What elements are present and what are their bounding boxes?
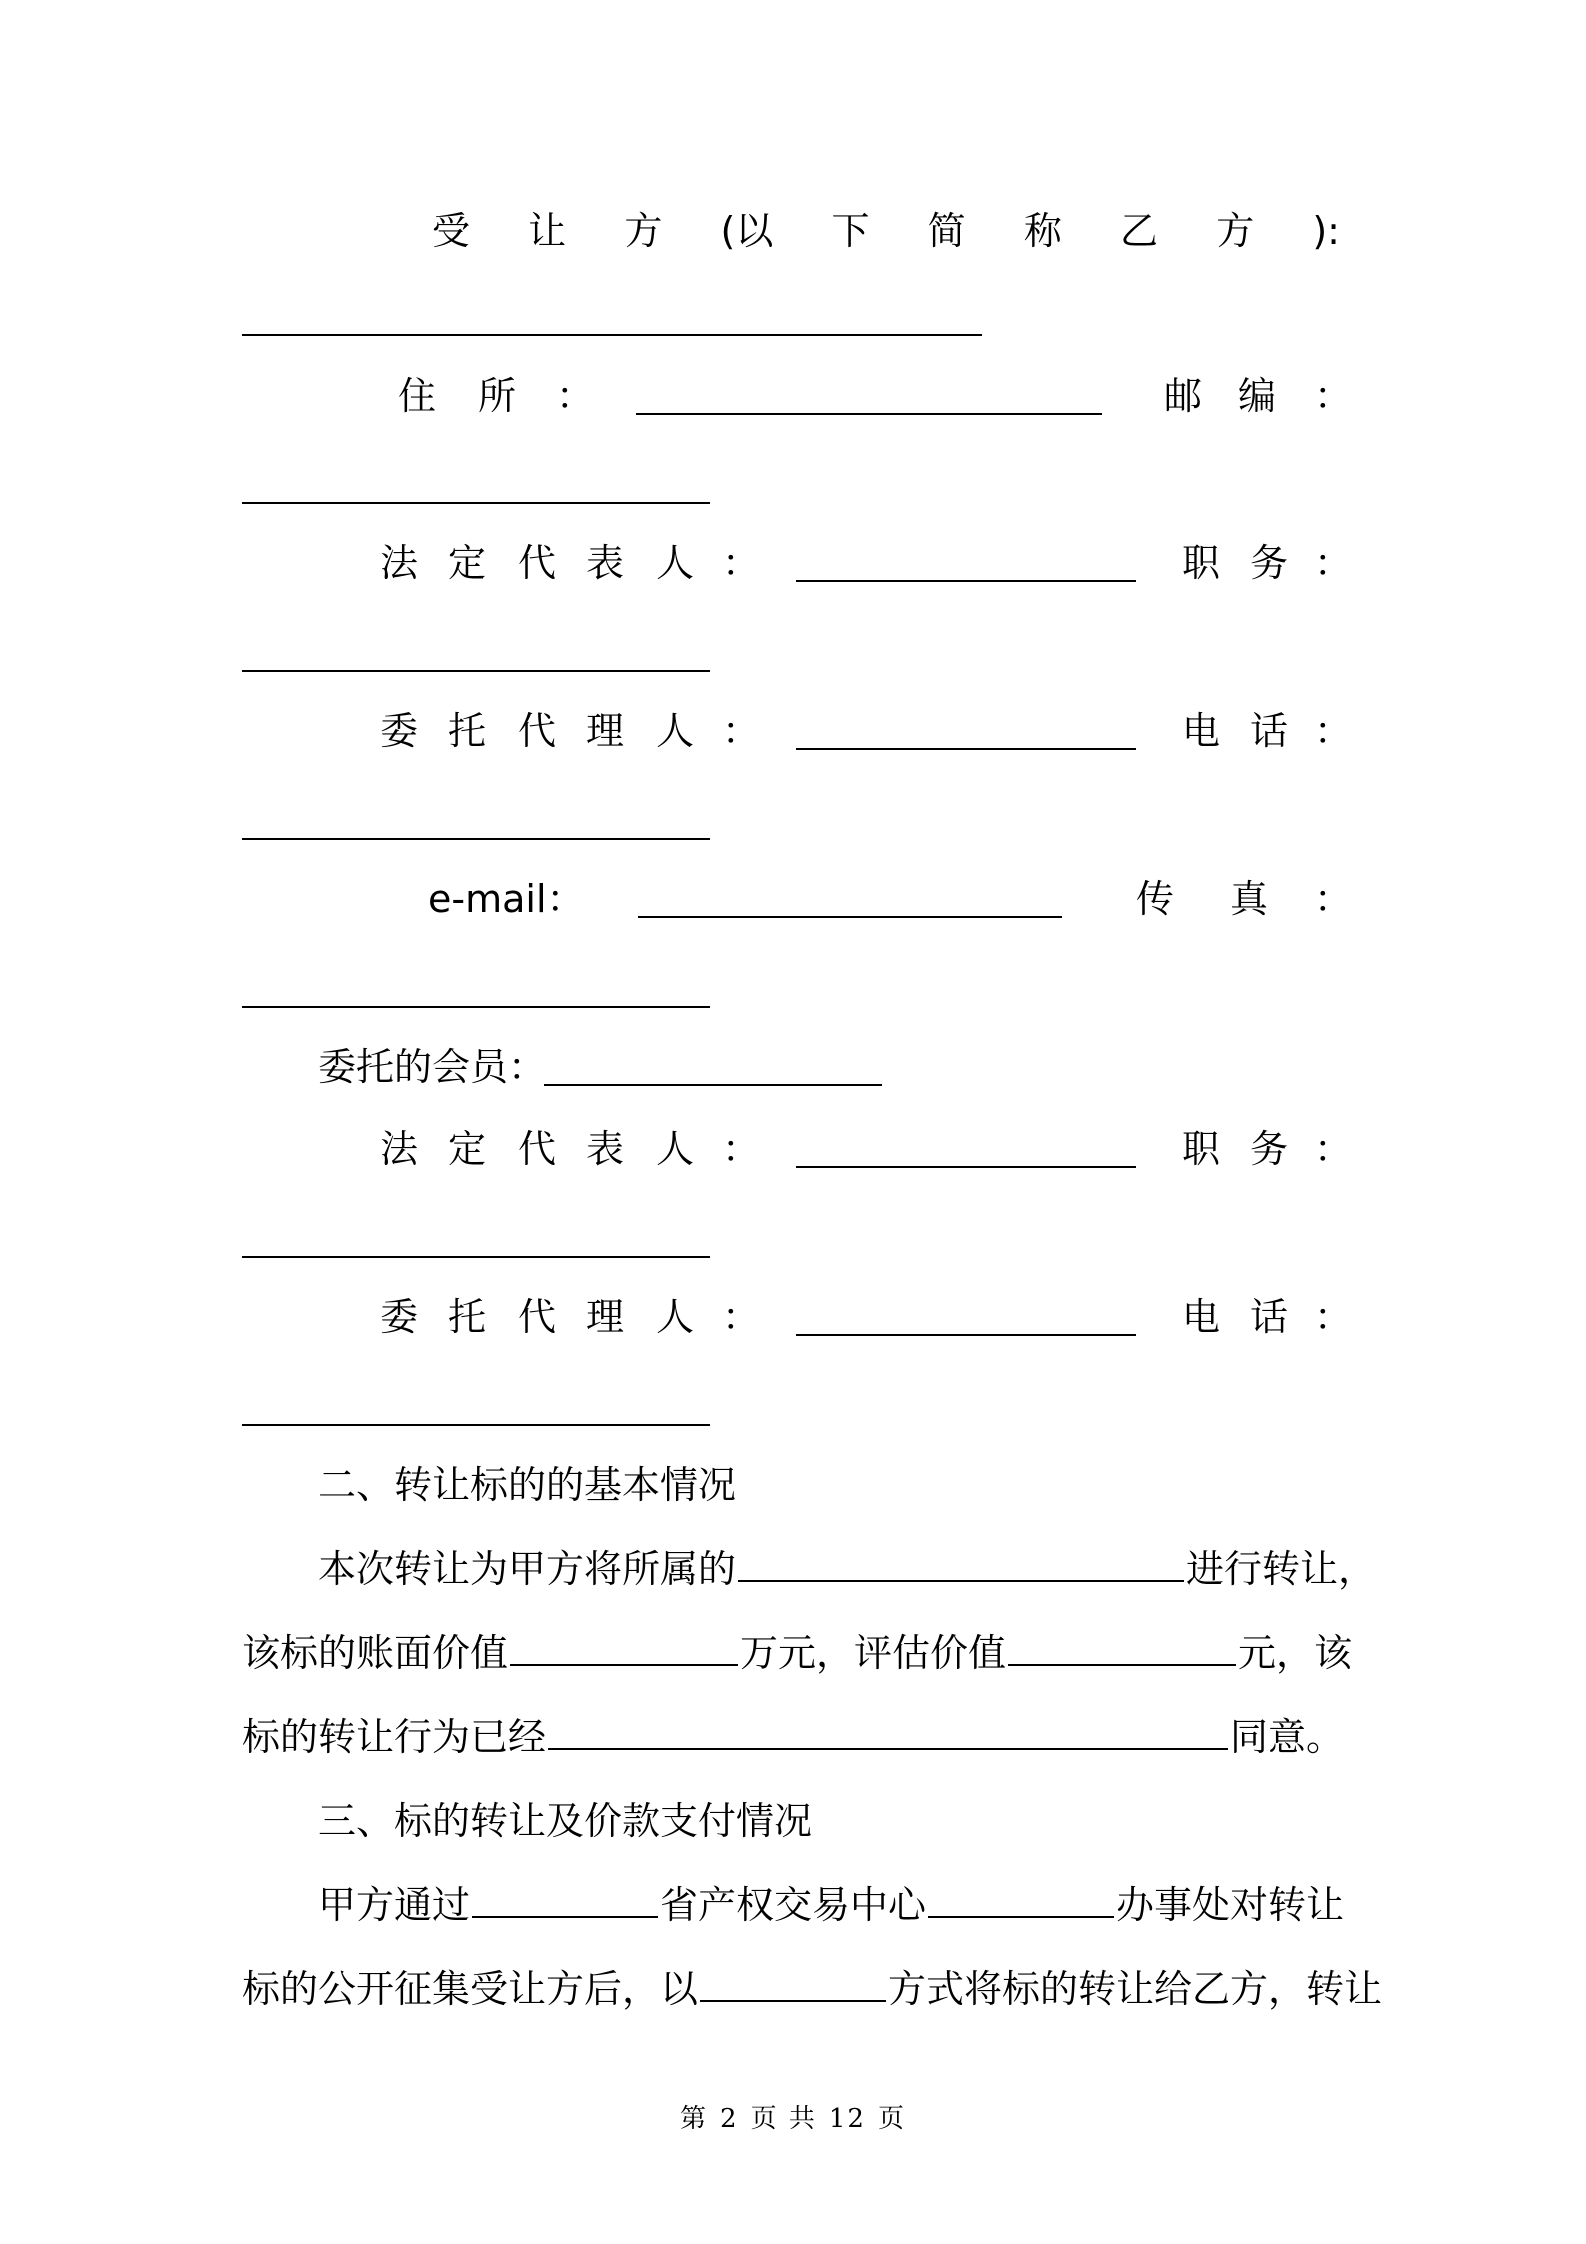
legal-rep-label-char: ： [722,1127,761,1171]
member-agent-row [380,1295,1353,1339]
member-agent-blank[interactable] [796,1334,1136,1336]
section3-text: 方式将标的转让给乙方，转让 [888,1967,1383,2011]
legal-rep-label-char: 表 [586,541,625,585]
fax-label-char: ： [1314,877,1353,921]
section2-text: 该标的账面价值 [242,1631,509,1675]
legal-rep-label-char: 定 [448,1127,487,1171]
legal-rep-label-char: 定 [448,541,487,585]
party-b-char: 方 [1216,209,1255,253]
member-phone-blank[interactable] [242,1424,710,1426]
address-label-char: 住 [398,374,437,418]
section3-heading: 三、标的转让及价款支付情况 [318,1799,813,1843]
book-value-blank[interactable] [510,1662,738,1666]
legal-rep-label-char: 人 [656,1127,695,1171]
section2-heading: 二、转让标的的基本情况 [318,1463,737,1507]
member-legal-rep-blank[interactable] [796,1166,1136,1168]
section3-text: 标的公开征集受让方后，以 [242,1967,699,2011]
legal-rep-label-char: 代 [518,541,557,585]
agent-label-char: ： [722,1295,761,1339]
section3-text: 省产权交易中心 [660,1883,927,1927]
party-b-char: (以 [720,209,774,253]
party-b-char: 简 [927,209,966,253]
agent-row [380,709,1353,753]
page-total: 12 [828,2104,866,2134]
legal-rep-label-char: 法 [380,1127,419,1171]
office-blank[interactable] [928,1914,1114,1918]
address-label-char: ： [556,374,595,418]
party-b-char: 下 [831,209,870,253]
section2-line1 [318,1547,1377,1591]
appraised-value-blank[interactable] [1008,1662,1236,1666]
agent-label-char: 理 [586,709,625,753]
party-b-char: 称 [1023,209,1062,253]
title-label-char: 务 [1250,541,1289,585]
page-footer [0,2098,1586,2135]
member-title-blank[interactable] [242,1256,710,1258]
phone-label-char: ： [1314,709,1353,753]
address-blank[interactable] [636,413,1102,415]
agent-label-char: ： [722,709,761,753]
phone-label-char: 电 [1182,1295,1221,1339]
section3-text: 办事处对转让 [1116,1883,1345,1927]
section3-line2 [242,1967,1383,2011]
phone-label-char: 话 [1250,1295,1289,1339]
agent-label-char: 人 [656,1295,695,1339]
phone-label-char: ： [1314,1295,1353,1339]
footer-suffix: 页 [877,2104,906,2134]
member-legal-rep-row [380,1127,1353,1171]
agent-label-char: 委 [380,1295,419,1339]
email-row [428,877,1353,921]
province-blank[interactable] [472,1914,658,1918]
legal-rep-blank[interactable] [796,580,1136,582]
footer-middle: 页 共 [750,2104,817,2134]
legal-rep-label-char: ： [722,541,761,585]
member-row [318,1045,918,1089]
page-number: 2 [720,2104,739,2134]
postcode-label-char: 编 [1238,374,1277,418]
title-label-char: 职 [1182,1127,1221,1171]
legal-rep-label-char: 法 [380,541,419,585]
section2-text: 同意。 [1230,1715,1345,1759]
postcode-label-char: 邮 [1164,374,1203,418]
transfer-method-blank[interactable] [700,1998,886,2002]
agent-label-char: 托 [448,709,487,753]
party-b-char: 让 [528,209,567,253]
party-b-char: ): [1312,209,1340,253]
agent-label-char: 代 [518,709,557,753]
title-label-char: 职 [1182,541,1221,585]
agent-blank[interactable] [796,748,1136,750]
postcode-blank[interactable] [242,502,710,504]
title-blank[interactable] [242,670,710,672]
section3-line1 [318,1883,1370,1927]
section2-text: 元，该 [1238,1631,1353,1675]
party-b-name-blank[interactable] [242,334,982,336]
agent-label-char: 理 [586,1295,625,1339]
phone-label-char: 话 [1250,709,1289,753]
section2-line3 [242,1715,1370,1759]
phone-label-char: 电 [1182,709,1221,753]
legal-rep-label-char: 表 [586,1127,625,1171]
approval-authority-blank[interactable] [548,1746,1228,1750]
fax-label-char: 真 [1230,877,1269,921]
phone-blank[interactable] [242,838,710,840]
title-label-char: ： [1314,541,1353,585]
address-row [398,374,1353,418]
legal-rep-label-char: 人 [656,541,695,585]
section3-text: 甲方通过 [318,1883,471,1927]
title-label-char: ： [1314,1127,1353,1171]
title-label-char: 务 [1250,1127,1289,1171]
fax-blank[interactable] [242,1006,710,1008]
legal-rep-row [380,541,1353,585]
transfer-object-blank[interactable] [738,1578,1184,1582]
agent-label-char: 委 [380,709,419,753]
agent-label-char: 代 [518,1295,557,1339]
party-b-char: 方 [624,209,663,253]
legal-rep-label-char: 代 [518,1127,557,1171]
fax-label-char: 传 [1136,877,1175,921]
agent-label-char: 人 [656,709,695,753]
section2-text: 标的转让行为已经 [242,1715,547,1759]
section2-text: 进行转让， [1186,1547,1377,1591]
section2-line2 [242,1631,1370,1675]
party-b-char: 乙 [1120,209,1159,253]
email-label: e-mail： [428,877,585,921]
postcode-label-char: ： [1314,374,1353,418]
email-blank[interactable] [638,916,1062,918]
section2-text: 万元，评估价值 [740,1631,1007,1675]
party-b-heading [432,209,1340,253]
member-blank[interactable] [544,1084,882,1086]
party-b-char: 受 [432,209,471,253]
section2-text: 本次转让为甲方将所属的 [318,1547,737,1591]
address-label-char: 所 [478,374,517,418]
member-label: 委托的会员： [318,1045,547,1089]
footer-prefix: 第 [680,2104,709,2134]
agent-label-char: 托 [448,1295,487,1339]
